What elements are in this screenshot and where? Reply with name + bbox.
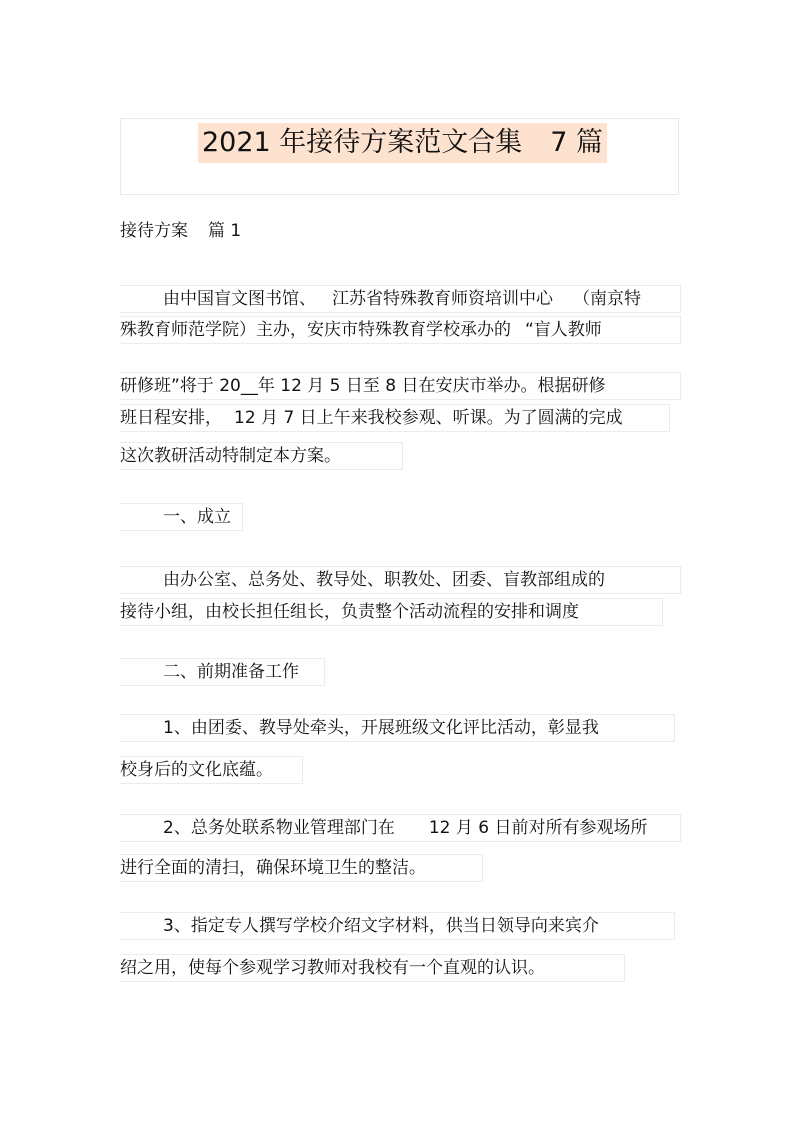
item1-line-1: 1、由团委、教导处牵头，开展班级文化评比活动，彰显我 xyxy=(120,714,675,742)
title-main: 2021 年接待方案范文合集 xyxy=(202,127,523,158)
document-title xyxy=(198,123,607,163)
para1-line-1: 由办公室、总务处、教导处、职教处、团委、盲教部组成的 xyxy=(120,566,681,594)
section-heading: 接待方案 篇 1 xyxy=(120,221,242,241)
item1-line-2: 校身后的文化底蕴。 xyxy=(120,756,303,784)
intro-line-1: 由中国盲文图书馆、 江苏省特殊教育师资培训中心 （南京特 xyxy=(120,285,681,313)
item3-line-2: 绍之用，使每个参观学习教师对我校有一个直观的认识。 xyxy=(120,954,625,982)
intro-line-3: 研修班”将于 20__年 12 月 5 日至 8 日在安庆市举办。根据研修 xyxy=(120,372,681,400)
item3-line-1: 3、指定专人撰写学校介绍文字材料，供当日领导向来宾介 xyxy=(120,912,675,940)
item2-line-2: 进行全面的清扫，确保环境卫生的整洁。 xyxy=(120,854,483,882)
para1-line-2: 接待小组，由校长担任组长，负责整个活动流程的安排和调度 xyxy=(120,598,663,626)
intro-line-2: 殊教育师范学院）主办，安庆市特殊教育学校承办的 “盲人教师 xyxy=(120,316,681,344)
heading-preparation: 二、前期准备工作 xyxy=(120,658,325,686)
title-count: 7 篇 xyxy=(550,127,604,158)
intro-line-5: 这次教研活动特制定本方案。 xyxy=(120,442,403,470)
intro-line-4: 班日程安排， 12 月 7 日上午来我校参观、听课。为了圆满的完成 xyxy=(120,404,670,432)
heading-establish: 一、成立 xyxy=(120,503,243,531)
item2-line-1: 2、总务处联系物业管理部门在 12 月 6 日前对所有参观场所 xyxy=(120,814,681,842)
